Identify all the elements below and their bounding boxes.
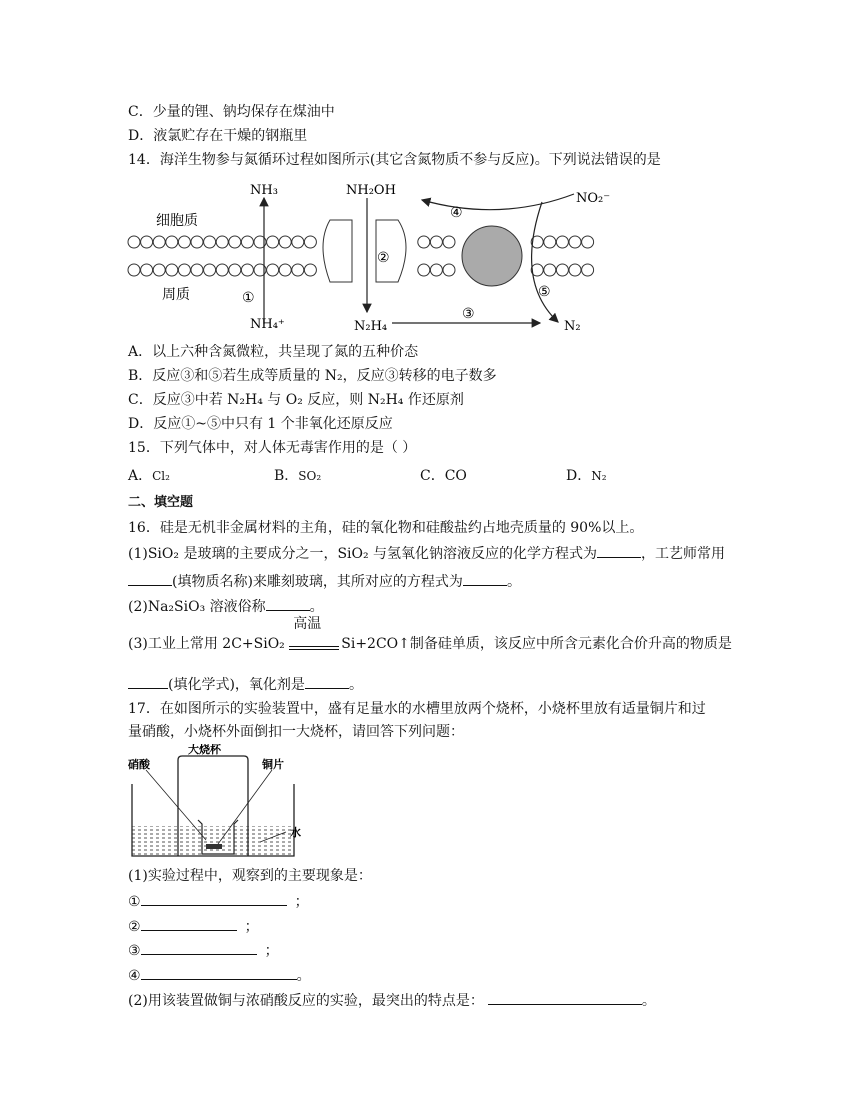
q17-blank-feature[interactable] — [488, 990, 642, 1005]
label-nh2oh: NH₂OH — [346, 183, 396, 198]
label-big-beaker: 大烧杯 — [188, 744, 221, 756]
reaction-condition — [289, 616, 341, 654]
q17-item-3-marker: ③ — [128, 943, 141, 959]
membrane-bead — [216, 236, 228, 248]
membrane-bead — [153, 264, 165, 276]
arrow-5 — [532, 202, 558, 322]
q16-part1-text-b: ，工艺师常用 — [641, 546, 726, 562]
membrane-bead — [443, 264, 455, 276]
membrane-bead — [128, 236, 140, 248]
q15-c-value: CO — [444, 468, 467, 484]
membrane-bead — [304, 236, 316, 248]
q14-option-a: A．以上六种含氮微粒，共呈现了氮的五种价态 — [128, 344, 419, 360]
membrane-bead — [166, 236, 178, 248]
q16-part3-text-b: Si+2CO↑制备硅单质，该反应中所含元素化合价升高的物质是 — [341, 636, 732, 652]
q16-blank-common-name[interactable] — [266, 596, 310, 611]
q14-option-d: D．反应①~⑤中只有 1 个非氧化还原反应 — [128, 416, 393, 432]
q16-part3-line1 — [128, 616, 732, 654]
q17-item-2-end: ； — [244, 919, 259, 935]
membrane-bead — [443, 236, 455, 248]
membrane-bead — [229, 264, 241, 276]
q17-item-4 — [128, 965, 311, 986]
membrane-bead — [279, 236, 291, 248]
q15-a-value: Cl₂ — [152, 469, 170, 483]
membrane-bead — [241, 236, 253, 248]
q17-part1: (1)实验过程中，观察到的主要现象是： — [128, 868, 372, 884]
q14-option-b: B．反应③和⑤若生成等质量的 N₂，反应③转移的电子数多 — [128, 368, 497, 384]
q14-option-c: C．反应③中若 N₂H₄ 与 O₂ 反应，则 N₂H₄ 作还原剂 — [128, 392, 464, 408]
q17-blank-2[interactable] — [141, 916, 237, 931]
section-title-fill-blank: 二、填空题 — [128, 495, 194, 510]
label-reaction-5: ⑤ — [538, 284, 551, 300]
label-copper: 铜片 — [262, 758, 284, 771]
q15-options — [128, 466, 728, 488]
membrane-bead — [191, 264, 203, 276]
membrane-bead — [279, 264, 291, 276]
q16-part2-text-a: (2)Na₂SiO₃ 溶液俗称 — [128, 599, 266, 615]
label-periplasm: 周质 — [162, 287, 190, 303]
label-reaction-1: ① — [242, 290, 255, 306]
q16-part1-line1 — [128, 543, 725, 564]
q17-item-3-end: ； — [264, 943, 279, 959]
membrane-bead — [204, 264, 216, 276]
q16-blank-oxidant[interactable] — [305, 674, 349, 689]
q16-part3-text-a: (3)工业上常用 2C+SiO₂ — [128, 636, 285, 652]
q16-blank-etch-equation[interactable] — [463, 571, 507, 586]
membrane-bead — [166, 264, 178, 276]
label-reaction-3: ③ — [462, 306, 475, 322]
membrane-bead — [141, 236, 153, 248]
membrane-bead — [418, 236, 430, 248]
membrane-bead — [430, 264, 442, 276]
q16-part1-text-c: (填物质名称)来雕刻玻璃，其所对应的方程式为 — [172, 574, 463, 590]
label-nh4: NH₄⁺ — [250, 317, 285, 332]
q17-item-1 — [128, 891, 309, 912]
q17-part2 — [128, 990, 656, 1011]
membrane-bead — [544, 264, 556, 276]
q17-item-1-end: ； — [294, 894, 309, 910]
membrane-bead — [178, 264, 190, 276]
membrane-bead — [304, 264, 316, 276]
q17-blank-1[interactable] — [141, 891, 287, 906]
equals-sign — [289, 646, 339, 650]
membrane-bead — [292, 264, 304, 276]
label-reaction-4: ④ — [450, 205, 463, 221]
membrane-bead — [544, 236, 556, 248]
q16-blank-substance[interactable] — [128, 571, 172, 586]
q16-part3-line2 — [128, 674, 363, 695]
q15-b-label: B． — [274, 468, 299, 484]
label-no2: NO₂⁻ — [576, 191, 611, 206]
label-n2h4: N₂H₄ — [354, 319, 388, 334]
q17-item-2 — [128, 916, 259, 937]
label-nh3: NH₃ — [250, 183, 278, 198]
q17-item-4-end: 。 — [296, 968, 311, 984]
q16-blank-equation[interactable] — [597, 543, 641, 558]
membrane-bead — [569, 264, 581, 276]
membrane-bead — [204, 236, 216, 248]
q16-part3-text-c: (填化学式)，氧化剂是 — [168, 677, 305, 693]
membrane-bead — [191, 236, 203, 248]
membrane-bead — [141, 264, 153, 276]
membrane-bead — [430, 236, 442, 248]
q17-blank-4[interactable] — [141, 965, 297, 980]
membrane-bead — [267, 264, 279, 276]
membrane-bead — [216, 264, 228, 276]
membrane-protein-left — [323, 220, 352, 282]
q16-blank-formula[interactable] — [128, 674, 168, 689]
membrane-bead — [418, 264, 430, 276]
membrane-bead — [569, 236, 581, 248]
q16-part3-text-d: 。 — [348, 677, 363, 693]
q16-part1-line2 — [128, 571, 521, 592]
q17-item-4-marker: ④ — [128, 968, 141, 984]
q17-part2-text-b: 。 — [641, 993, 656, 1009]
label-n2: N₂ — [564, 319, 581, 334]
q13-option-c: C．少量的锂、钠均保存在煤油中 — [128, 104, 335, 120]
membrane-bead — [556, 236, 568, 248]
membrane-bead — [128, 264, 140, 276]
membrane-protein-gray — [462, 226, 522, 286]
membrane-bead — [241, 264, 253, 276]
q15-c-label: C． — [420, 468, 445, 484]
q16-part1-text-a: (1)SiO₂ 是玻璃的主要成分之一，SiO₂ 与氢氧化钠溶液反应的化学方程式为 — [128, 546, 598, 562]
membrane-bead — [292, 236, 304, 248]
q17-item-2-marker: ② — [128, 919, 141, 935]
label-water: 水 — [290, 826, 301, 839]
q17-stem-line1: 17．在如图所示的实验装置中，盛有足量水的水槽里放两个烧杯，小烧杯里放有适量铜片和过 — [128, 701, 706, 717]
q16-stem: 16．硅是无机非金属材料的主角，硅的氧化物和硅酸盐约占地壳质量的 90%以上。 — [128, 520, 644, 536]
q15-b-value: SO₂ — [298, 469, 322, 483]
membrane-bead — [582, 236, 594, 248]
q14-stem: 14．海洋生物参与氮循环过程如图所示(其它含氮物质不参与反应)。下列说法错误的是 — [128, 152, 661, 168]
condition-high-temp: 高温 — [293, 616, 322, 632]
q16-part1-text-d: 。 — [506, 574, 521, 590]
membrane-bead — [178, 236, 190, 248]
membrane-bead — [267, 236, 279, 248]
membrane-bead — [582, 264, 594, 276]
membrane-bead — [153, 236, 165, 248]
q17-item-3 — [128, 940, 279, 961]
label-nitric-acid: 硝酸 — [128, 758, 150, 771]
q17-stem-line2: 量硝酸，小烧杯外面倒扣一大烧杯，请回答下列问题： — [128, 724, 464, 740]
copper-piece — [206, 844, 222, 849]
membrane-bead — [229, 236, 241, 248]
label-cytoplasm: 细胞质 — [156, 213, 198, 229]
q15-d-value: N₂ — [591, 469, 607, 483]
q17-item-1-marker: ① — [128, 894, 141, 910]
q13-option-d: D．液氯贮存在干燥的钢瓶里 — [128, 128, 308, 144]
q15-stem: 15．下列气体中，对人体无毒害作用的是（ ） — [128, 440, 417, 456]
q16-part2-text-b: 。 — [309, 599, 324, 615]
arrow-4 — [422, 194, 574, 210]
beaker-apparatus-diagram — [126, 744, 316, 860]
label-reaction-2: ② — [377, 250, 390, 266]
nitrogen-cycle-diagram — [120, 172, 620, 340]
membrane-bead — [556, 264, 568, 276]
q15-a-label: A． — [128, 468, 153, 484]
q15-d-label: D． — [566, 468, 592, 484]
q17-part2-text-a: (2)用该装置做铜与浓硝酸反应的实验，最突出的特点是： — [128, 993, 484, 1009]
q17-blank-3[interactable] — [141, 940, 257, 955]
